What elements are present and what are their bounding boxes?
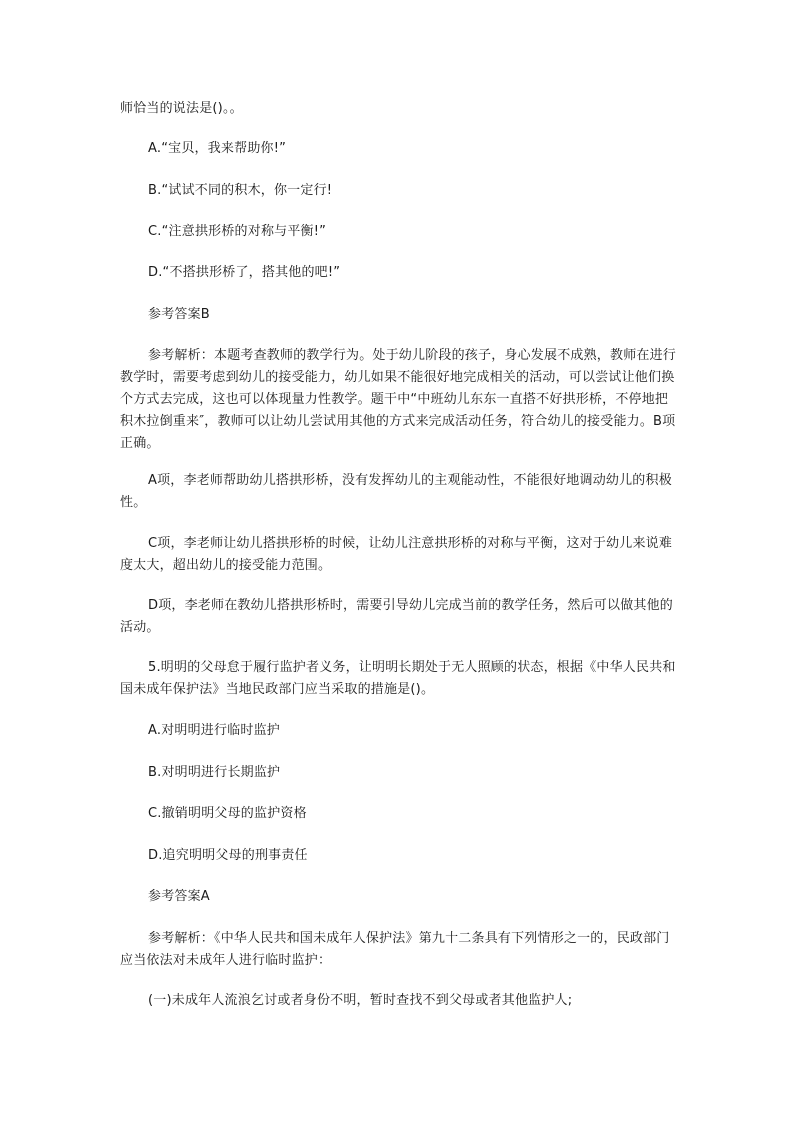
question-5-option-c: C.撤销明明父母的监护资格 xyxy=(148,806,307,821)
question-4-analysis: 参考解析：本题考查教师的教学行为。处于幼儿阶段的孩子，身心发展不成熟，教师在进行教学时，需要考虑到幼儿的接受能力，幼儿如果不能很好地完成相关的活动，可以尝试让他们换个方式去完成，这也可以体现量力性教学。题干中“中班幼儿东东一直搭不好拱形桥，不停地把积木拉倒重来″，教师可以让幼儿尝试用其他的方式来完成活动任务，符合幼儿的接受能力。B项正确。 xyxy=(120,348,677,451)
question-5-stem: 5.明明的父母怠于履行监护者义务，让明明长期处于无人照顾的状态，根据《中华人民共和国未成年保护法》当地民政部门应当采取的措施是()。 xyxy=(120,660,676,697)
question-4-explain-a: A项，李老师帮助幼儿搭拱形桥，没有发挥幼儿的主观能动性，不能很好地调动幼儿的积极性。 xyxy=(120,473,672,510)
question-4-option-b: B.“试试不同的积木，你一定行! xyxy=(148,183,333,198)
question-5-option-a: A.对明明进行临时监护 xyxy=(148,723,280,738)
question-4-explain-c: C项，李老师让幼儿搭拱形桥的时候，让幼儿注意拱形桥的对称与平衡，这对于幼儿来说难度太大，超出幼儿的接受能力范围。 xyxy=(120,536,673,573)
question-5-answer: 参考答案A xyxy=(148,889,210,904)
question-4-option-d: D.“不搭拱形桥了，搭其他的吧!” xyxy=(148,265,341,280)
question-4-option-a: A.“宝贝，我来帮助你!” xyxy=(148,141,287,156)
question-4-explain-d: D项，李老师在教幼儿搭拱形桥时，需要引导幼儿完成当前的教学任务，然后可以做其他的活动。 xyxy=(120,598,674,635)
question-4-answer: 参考答案B xyxy=(148,307,210,322)
question-4-stem-tail: 师恰当的说法是()。。 xyxy=(120,101,243,116)
question-5-clause-1: (一)未成年人流浪乞讨或者身份不明，暂时查找不到父母或者其他监护人; xyxy=(148,993,573,1008)
question-5-option-d: D.追究明明父母的刑事责任 xyxy=(148,848,308,863)
question-4-option-c: C.“注意拱形桥的对称与平衡!” xyxy=(148,224,327,239)
question-5-option-b: B.对明明进行长期监护 xyxy=(148,765,281,780)
question-5-analysis: 参考解析：《中华人民共和国未成年人保护法》第九十二条具有下列情形之一的，民政部门应当依法对未成年人进行临时监护： xyxy=(120,931,670,968)
